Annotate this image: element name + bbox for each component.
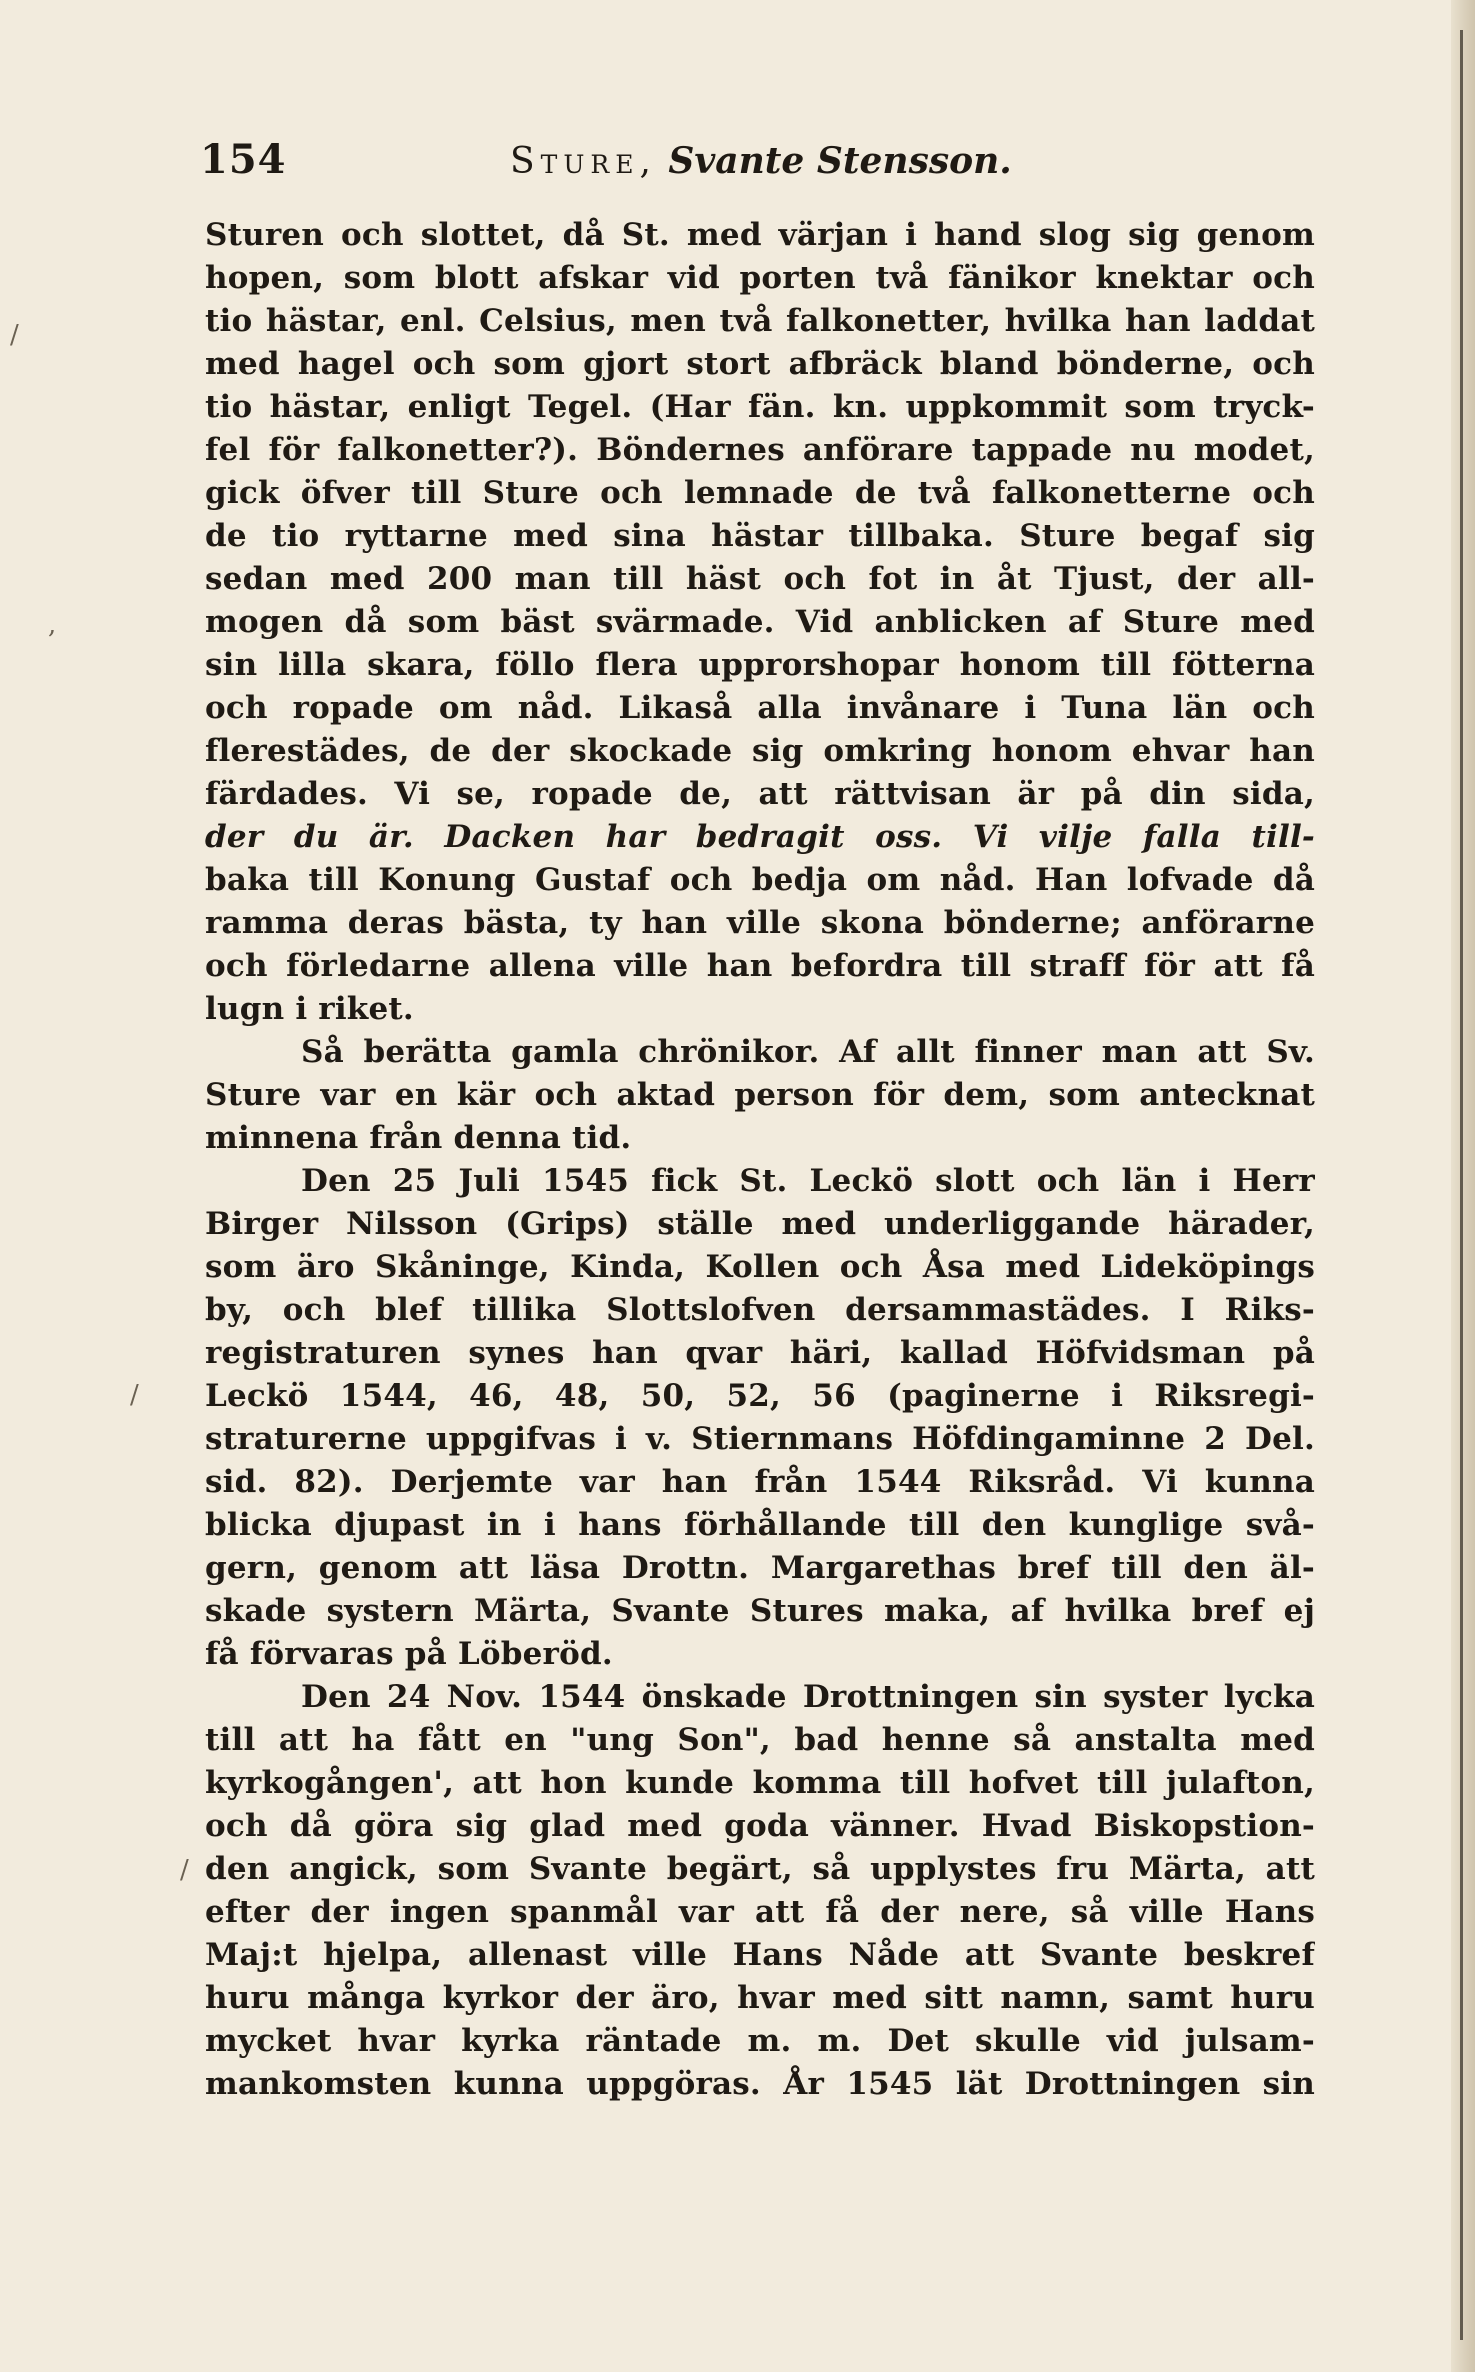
page-edge: [1451, 0, 1475, 2372]
text-line: ramma deras bästa, ty han ville skona bönderne; anförarne: [205, 905, 1315, 941]
text-line: färdades. Vi se, ropade de, att rättvisan är på din sida,: [205, 776, 1315, 812]
text-line: hopen, som blott afskar vid porten två fänikor knektar och: [205, 260, 1315, 296]
text-line: straturerne uppgifvas i v. Stiernmans Höfdingaminne 2 Del.: [205, 1421, 1315, 1457]
text-line: till att ha fått en "ung Son", bad henne så anstalta med: [205, 1722, 1315, 1758]
text-line: med hagel och som gjort stort afbräck bland bönderne, och: [205, 346, 1315, 382]
text-line: mycket hvar kyrka räntade m. m. Det skulle vid julsam-: [205, 2023, 1315, 2059]
body-text: [205, 214, 1315, 2106]
running-head: [510, 140, 1012, 182]
text-line: baka till Konung Gustaf och bedja om nåd. Han lofvade då: [205, 862, 1315, 898]
text-line: Den 24 Nov. 1544 önskade Drottningen sin syster lycka: [301, 1679, 1315, 1715]
running-head-title: Svante Stensson.: [668, 140, 1012, 182]
text-line: Sturen och slottet, då St. med värjan i hand slog sig genom: [205, 217, 1315, 253]
margin-mark: /: [180, 1855, 189, 1885]
text-line: mankomsten kunna uppgöras. År 1545 lät Drottningen sin: [205, 2066, 1315, 2102]
text-line: sedan med 200 man till häst och fot in åt Tjust, der all-: [205, 561, 1315, 597]
text-line: gick öfver till Sture och lemnade de två falkonetterne och: [205, 475, 1315, 511]
margin-mark: /: [130, 1380, 139, 1410]
text-line: gern, genom att läsa Drottn. Margarethas bref till den äl-: [205, 1550, 1315, 1586]
text-line: kyrkogången', att hon kunde komma till hofvet till julafton,: [205, 1765, 1315, 1801]
text-line: efter der ingen spanmål var att få der nere, så ville Hans: [205, 1894, 1315, 1930]
page-header: [200, 136, 1310, 186]
text-line: minnena från denna tid.: [205, 1120, 632, 1156]
text-line: och då göra sig glad med goda vänner. Hvad Biskopstion-: [205, 1808, 1315, 1844]
text-line: och ropade om nåd. Likaså alla invånare i Tuna län och: [205, 690, 1315, 726]
text-line: huru många kyrkor der äro, hvar med sitt namn, samt huru: [205, 1980, 1315, 2016]
text-line: lugn i riket.: [205, 991, 414, 1027]
margin-mark: ,: [48, 610, 57, 640]
text-line: Så berätta gamla chrönikor. Af allt finner man att Sv.: [301, 1034, 1315, 1070]
text-line: Den 25 Juli 1545 fick St. Leckö slott och län i Herr: [301, 1163, 1315, 1199]
text-line: den angick, som Svante begärt, så upplystes fru Märta, att: [205, 1851, 1315, 1887]
text-line: tio hästar, enligt Tegel. (Har fän. kn. uppkommit som tryck-: [205, 389, 1315, 425]
text-line: flerestädes, de der skockade sig omkring honom ehvar han: [205, 733, 1315, 769]
page-edge-line: [1460, 30, 1463, 2340]
running-head-name: Sture,: [510, 141, 657, 182]
text-line: tio hästar, enl. Celsius, men två falkonetter, hvilka han laddat: [205, 303, 1315, 339]
text-line: by, och blef tillika Slottslofven dersammastädes. I Riks-: [205, 1292, 1315, 1328]
text-line: Sture var en kär och aktad person för dem, som antecknat: [205, 1077, 1315, 1113]
text-line: Birger Nilsson (Grips) ställe med underliggande härader,: [205, 1206, 1315, 1242]
text-line: mogen då som bäst svärmade. Vid anblicken af Sture med: [205, 604, 1315, 640]
text-line: registraturen synes han qvar häri, kallad Höfvidsman på: [205, 1335, 1315, 1371]
text-line: Leckö 1544, 46, 48, 50, 52, 56 (paginerne i Riksregi-: [205, 1378, 1315, 1414]
page-number: 154: [200, 136, 287, 183]
text-line: sid. 82). Derjemte var han från 1544 Riksråd. Vi kunna: [205, 1464, 1315, 1500]
text-line: och förledarne allena ville han befordra till straff för att få: [205, 948, 1315, 984]
text-line: sin lilla skara, föllo flera upprorshopar honom till fötterna: [205, 647, 1315, 683]
margin-mark: /: [10, 320, 19, 350]
text-line: skade systern Märta, Svante Stures maka, af hvilka bref ej: [205, 1593, 1315, 1629]
text-line: blicka djupast in i hans förhållande till den kunglige svå-: [205, 1507, 1315, 1543]
text-line: de tio ryttarne med sina hästar tillbaka. Sture begaf sig: [205, 518, 1315, 554]
text-line: Maj:t hjelpa, allenast ville Hans Nåde att Svante beskref: [205, 1937, 1315, 1973]
text-line: fel för falkonetter?). Böndernes anförare tappade nu modet,: [205, 432, 1315, 468]
text-line: få förvaras på Löberöd.: [205, 1636, 613, 1672]
text-line: som äro Skåninge, Kinda, Kollen och Åsa med Lideköpings: [205, 1249, 1315, 1285]
text-line: der du är. Dacken har bedragit oss. Vi vilje falla till-: [205, 819, 1315, 855]
